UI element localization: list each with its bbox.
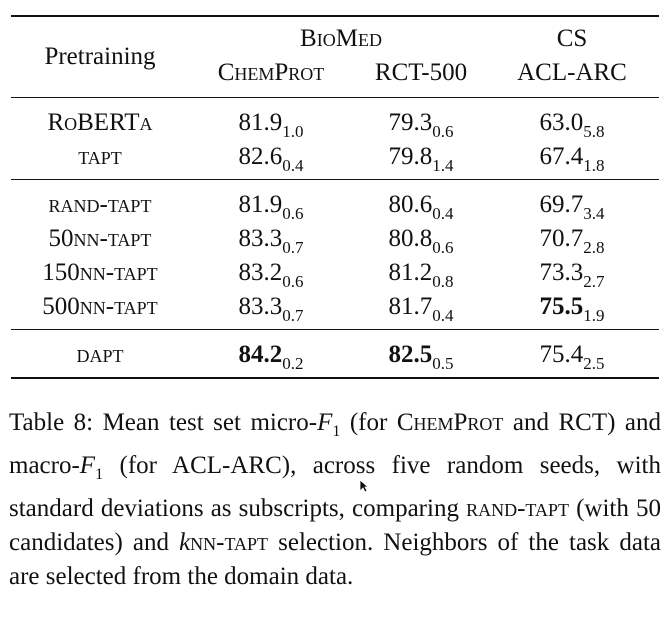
header-bottom-rule — [11, 97, 659, 98]
table-cell-best: $82.5_{0.5}$ — [388, 341, 454, 373]
table-cell: $79.3_{0.6}$ — [388, 109, 454, 141]
group-divider-rule — [11, 329, 659, 330]
table-cell: $75.4_{2.5}$ — [539, 341, 605, 373]
header-aclarc: ACL-ARC — [517, 59, 627, 86]
table-cell-best: $84.2_{0.2}$ — [238, 341, 304, 373]
table-cell: $63.0_{5.8}$ — [539, 109, 605, 141]
table-cell: $80.6_{0.4}$ — [388, 191, 454, 223]
row-label-150nn-tapt: 150nn-tapt — [42, 259, 158, 286]
mouse-cursor-icon — [359, 479, 369, 493]
group-divider-rule — [11, 179, 659, 180]
table-cell: $69.7_{3.4}$ — [539, 191, 605, 223]
table-bottom-rule — [11, 377, 659, 379]
table-cell-best: $75.5_{1.9}$ — [539, 293, 605, 325]
row-label-500nn-tapt: 500nn-tapt — [42, 293, 158, 320]
header-rct500: RCT-500 — [374, 59, 468, 86]
table-cell: $67.4_{1.8}$ — [539, 143, 605, 175]
row-label-rand-tapt: rand-tapt — [48, 191, 152, 218]
table-top-rule — [11, 15, 659, 17]
header-chemprot: ChemProt — [217, 59, 325, 86]
table-cell: $81.7_{0.4}$ — [388, 293, 454, 325]
table-cell: $81.9_{0.6}$ — [238, 191, 304, 223]
table-cell: $81.9_{1.0}$ — [238, 109, 304, 141]
header-domain-cs: CS — [556, 25, 588, 52]
table-caption: Table 8: Mean test set micro-$F_1$ (for ChemProt and RCT) and macro-$F_1$ (for ACL-ARC), across five random seeds, with standard deviations as subscripts, comparing rand-tapt (with 50 candidates) and knn-tapt selection. Neighbors of the task data are selected from the domain data. — [9, 409, 661, 590]
row-label-50nn-tapt: 50nn-tapt — [48, 225, 152, 252]
header-domain-biomed: BioMed — [300, 25, 382, 52]
header-pretraining: Pretraining — [44, 43, 156, 70]
row-label-dapt: dapt — [76, 341, 124, 368]
table-cell: $83.3_{0.7}$ — [238, 225, 304, 257]
table-cell: $73.3_{2.7}$ — [539, 259, 605, 291]
table-cell: $83.3_{0.7}$ — [238, 293, 304, 325]
table-cell: $70.7_{2.8}$ — [539, 225, 605, 257]
row-label-tapt: tapt — [78, 143, 122, 170]
table-cell: $82.6_{0.4}$ — [238, 143, 304, 175]
table-cell: $81.2_{0.8}$ — [388, 259, 454, 291]
table-cell: $79.8_{1.4}$ — [388, 143, 454, 175]
table-cell: $80.8_{0.6}$ — [388, 225, 454, 257]
table-cell: $83.2_{0.6}$ — [238, 259, 304, 291]
row-label-roberta: RoBERTa — [47, 109, 153, 136]
